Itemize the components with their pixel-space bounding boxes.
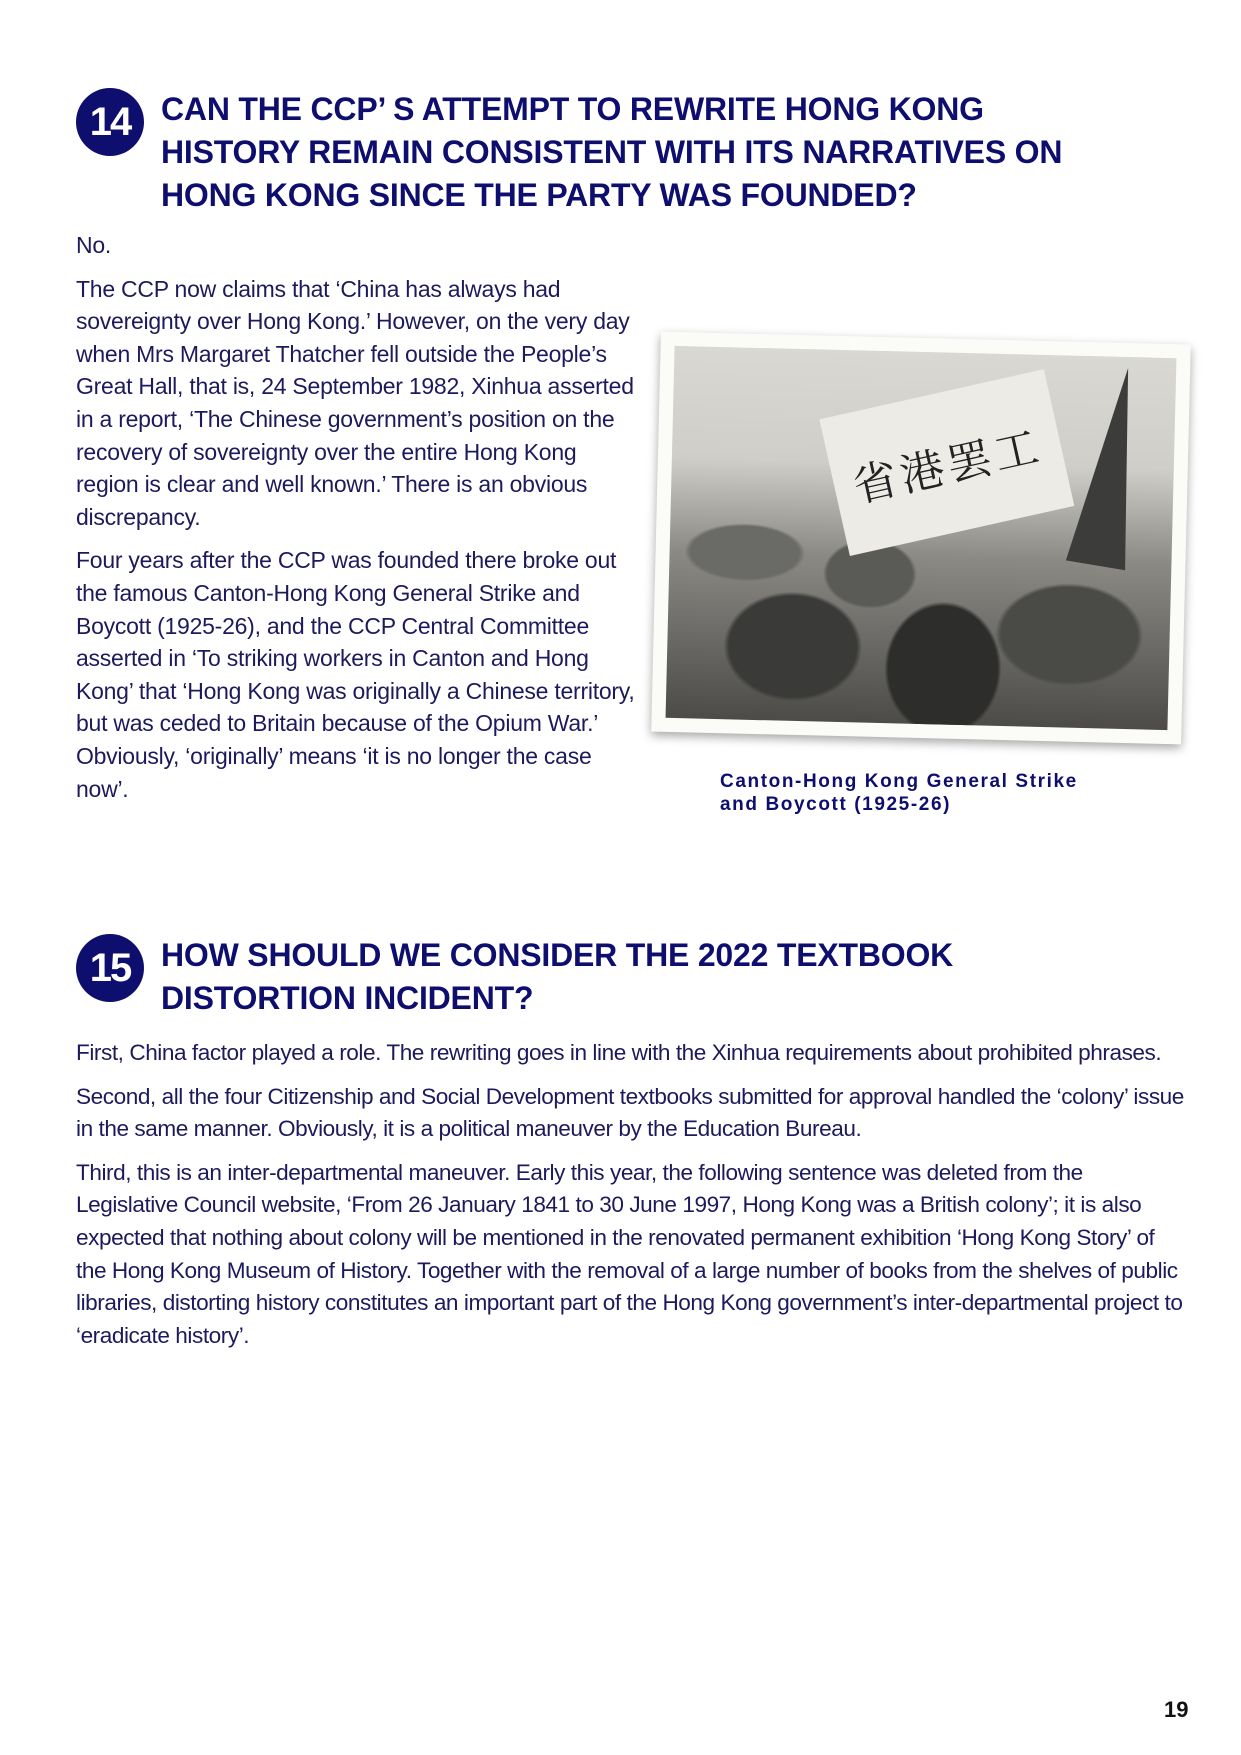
answer-paragraph: No. [76, 232, 112, 258]
flag-shape [1066, 363, 1158, 570]
question-title: HOW SHOULD WE CONSIDER THE 2022 TEXTBOOK DISTORTION INCIDENT? [161, 937, 954, 1016]
answer-paragraph: Four years after the CCP was founded there broke out the famous Canton-Hong Kong General Strike and Boycott (1925-26), and the CCP Central Committee asserted in ‘To striking workers in Canton and Hong Kong’ that ‘Hong Kong was originally a Chinese territory, but was ceded to Britain because of the Opium War.’ Obviously, ‘originally’ means ‘it is no longer the case now’. [76, 547, 635, 802]
protest-banner [819, 369, 1074, 556]
question-14-heading [76, 88, 1062, 217]
answer-paragraph: First, China factor played a role. The rewriting goes in line with the Xinhua requirements about prohibited phrases. [76, 1040, 1162, 1065]
strike-crowd-image [666, 346, 1177, 730]
answer-paragraph: Second, all the four Citizenship and Social Development textbooks submitted for approval handled the ‘colony’ issue in the same manner. Obviously, it is a political maneuver by the Education Bureau. [76, 1083, 1184, 1142]
question-title: CAN THE CCP’ S ATTEMPT TO REWRITE HONG KONG HISTORY REMAIN CONSISTENT WITH ITS NARRATIVES ON HONG KONG SINCE THE PARTY WAS FOUNDED? [161, 91, 1063, 213]
question-number-badge: 14 [76, 88, 144, 156]
question-15-heading [76, 934, 953, 1020]
photo-caption: Canton-Hong Kong General Strike and Boycott (1925-26) [720, 771, 1078, 815]
question-14-answer [76, 229, 636, 816]
question-number-badge: 15 [76, 934, 144, 1002]
question-15-answer [76, 1037, 1186, 1363]
page-number: 19 [1164, 1697, 1189, 1722]
answer-paragraph: Third, this is an inter-departmental maneuver. Early this year, the following sentence was deleted from the Legislative Council website, ‘From 26 January 1841 to 30 June 1997, Hong Kong was a British colony’; it is also expected that nothing about colony will be mentioned in the renovated permanent exhibition ‘Hong Kong Story’ of the Hong Kong Museum of History. Together with the removal of a large number of books from the shelves of public libraries, distorting history constitutes an important part of the Hong Kong government’s inter-departmental project to ‘eradicate history’. [76, 1159, 1183, 1348]
historical-photo [651, 332, 1191, 745]
banner-text: 省港罢工 [848, 421, 1048, 513]
answer-paragraph: The CCP now claims that ‘China has always had sovereignty over Hong Kong.’ However, on the very day when Mrs Margaret Thatcher fell outside the People’s Great Hall, that is, 24 September 1982, Xinhua asserted in a report, ‘The Chinese government’s position on the recovery of sovereignty over the entire Hong Kong region is clear and well known.’ There is an obvious discrepancy. [76, 275, 634, 530]
